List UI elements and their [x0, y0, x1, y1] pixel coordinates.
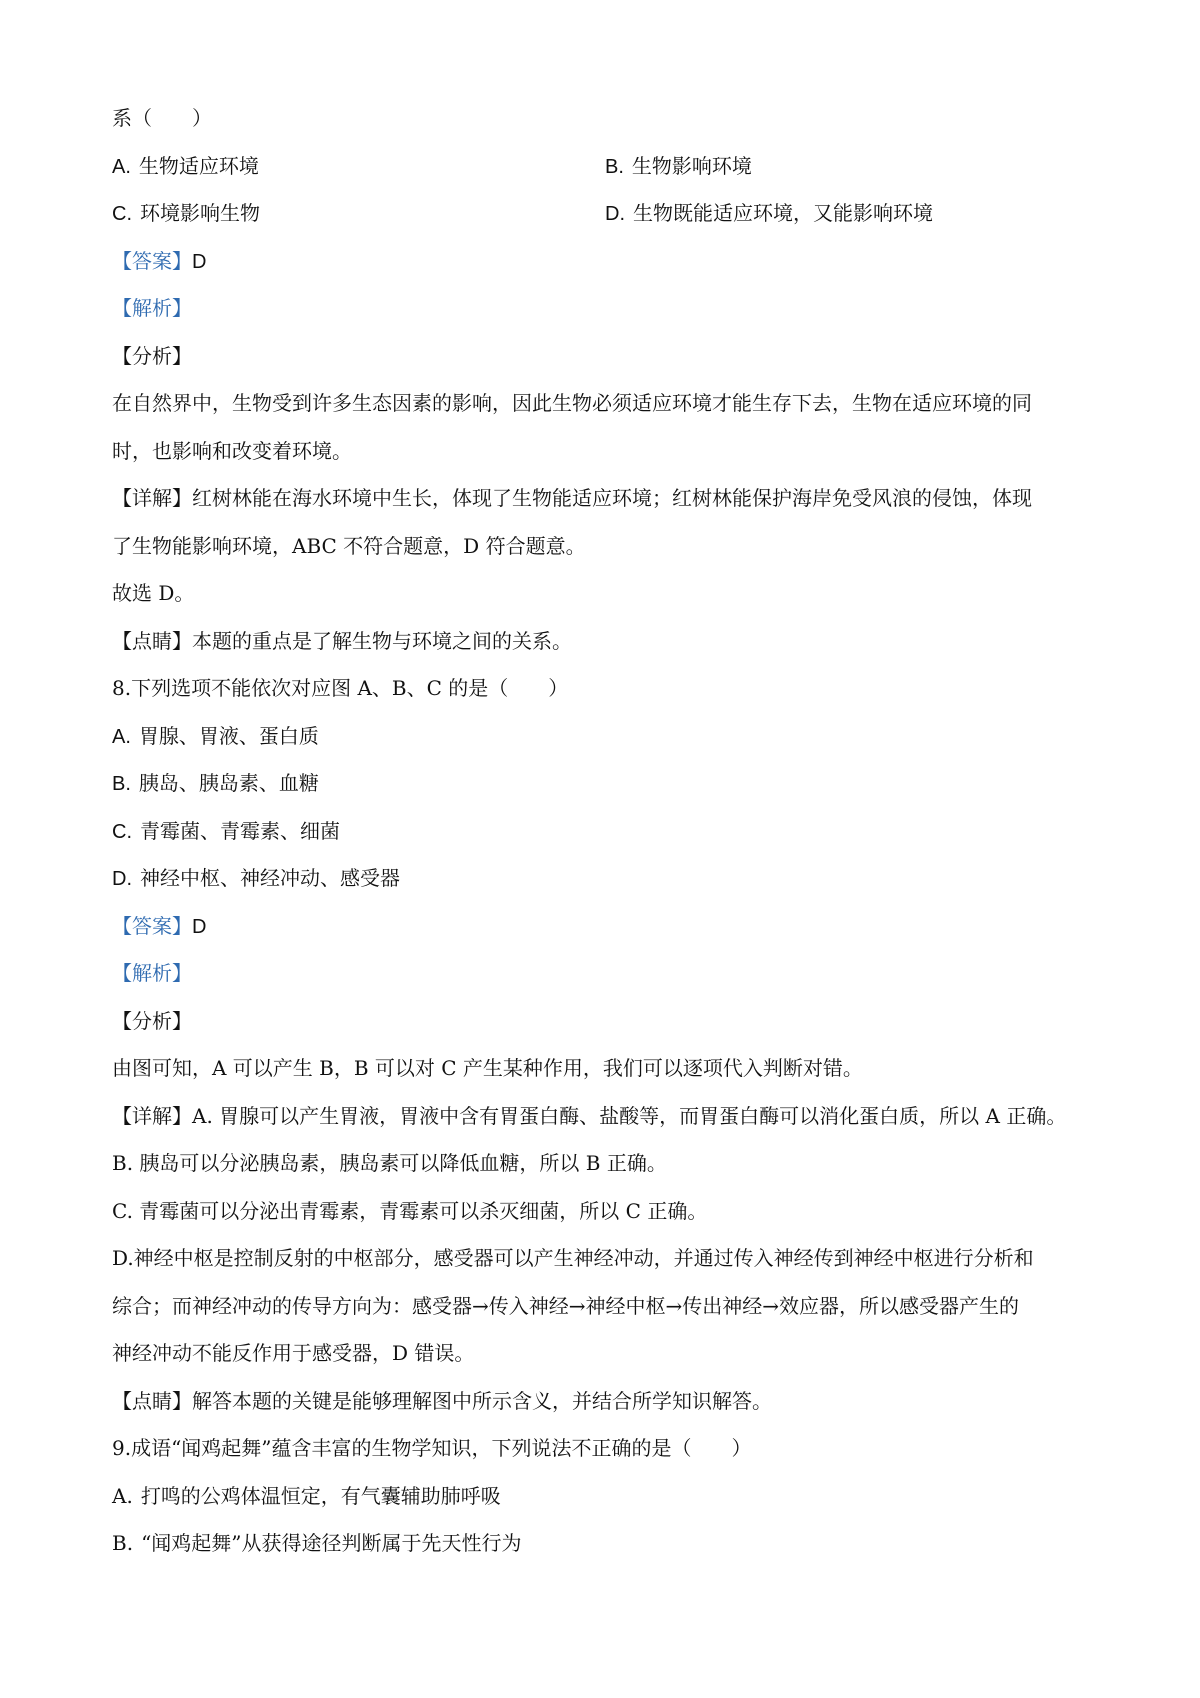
option-text: “闻鸡起舞”从获得途径判断属于先天性行为 — [141, 1531, 522, 1555]
answer-value: D — [192, 915, 207, 938]
q8-option-d — [112, 855, 1112, 903]
option-letter: A. — [112, 725, 131, 748]
option-letter: B. — [605, 155, 624, 178]
q8-xiangjie-line-4: D.神经中枢是控制反射的中枢部分，感受器可以产生神经冲动，并通过传入神经传到神经中枢进行分析和 — [112, 1246, 1034, 1270]
q8-dianjing — [112, 1378, 1112, 1426]
dianjing-text: 解答本题的关键是能够理解图中所示含义，并结合所学知识解答。 — [192, 1388, 772, 1413]
option-letter: C. — [112, 203, 132, 225]
option-letter: D. — [112, 868, 132, 890]
dianjing-label: 【点睛】 — [112, 628, 192, 653]
q8-stem: 8.下列选项不能依次对应图 A、B、C 的是（ ） — [112, 676, 569, 700]
q7-xiangjie-line-1 — [112, 475, 1112, 523]
q8-option-a — [112, 713, 1112, 761]
q7-option-b — [605, 143, 1098, 191]
q7-dianjing — [112, 618, 1112, 666]
q7-option-a — [112, 143, 605, 191]
option-text: 生物影响环境 — [631, 153, 752, 178]
option-letter: C. — [112, 820, 132, 843]
q7-fenxi-line-2: 时，也影响和改变着环境。 — [112, 438, 352, 463]
option-text: 生物既能适应环境，又能影响环境 — [633, 201, 933, 225]
option-text: 青霉菌、青霉素、细菌 — [140, 818, 340, 843]
dianjing-label: 【点睛】 — [112, 1388, 192, 1413]
xiangjie-label: 【详解】 — [112, 486, 192, 510]
option-text: 环境影响生物 — [140, 201, 260, 225]
q7-option-d — [605, 190, 1098, 238]
q7-fenxi-line-1: 在自然界中，生物受到许多生态因素的影响，因此生物必须适应环境才能生存下去，生物在适应环境的同 — [112, 391, 1032, 415]
xiangjie-label: 【详解】 — [112, 1103, 192, 1128]
q8-option-c — [112, 808, 1112, 856]
q8-answer — [112, 903, 1112, 951]
option-text: 胰岛、胰岛素、血糖 — [138, 771, 319, 795]
q8-fenxi-label: 【分析】 — [112, 1008, 192, 1033]
q8-fenxi-line: 由图可知，A 可以产生 B，B 可以对 C 产生某种作用，我们可以逐项代入判断对错。 — [112, 1056, 863, 1080]
q9-stem: 9.成语“闻鸡起舞”蕴含丰富的生物学知识，下列说法不正确的是（ ） — [112, 1436, 752, 1460]
option-text: 胃腺、胃液、蛋白质 — [138, 723, 319, 748]
option-text: 生物适应环境 — [138, 153, 259, 178]
q7-fenxi-label: 【分析】 — [112, 343, 192, 368]
q7-answer — [112, 238, 1112, 286]
option-letter: A. — [112, 155, 131, 178]
q8-jiexi-label: 【解析】 — [112, 961, 192, 985]
xiangjie-text: A. 胃腺可以产生胃液，胃液中含有胃蛋白酶、盐酸等，而胃蛋白酶可以消化蛋白质，所以 A 正确。 — [192, 1103, 1067, 1128]
q8-option-b — [112, 760, 1112, 808]
answer-value: D — [192, 250, 207, 273]
option-letter: B. — [112, 773, 131, 795]
xiangjie-text: 红树林能在海水环境中生长，体现了生物能适应环境；红树林能保护海岸免受风浪的侵蚀，体现 — [192, 486, 1032, 510]
option-text: 打鸣的公鸡体温恒定，有气囊辅助肺呼吸 — [140, 1483, 501, 1508]
option-letter: D. — [605, 203, 625, 225]
q7-guxuan: 故选 D。 — [112, 581, 195, 605]
answer-label: 【答案】 — [112, 248, 192, 273]
q9-option-b — [112, 1520, 1112, 1568]
q7-jiexi-label: 【解析】 — [112, 296, 192, 320]
q8-xiangjie-line-5: 综合；而神经冲动的传导方向为：感受器→传入神经→神经中枢→传出神经→效应器，所以感受器产生的 — [112, 1293, 1020, 1318]
q8-xiangjie-line-1 — [112, 1093, 1112, 1141]
q7-option-c — [112, 190, 605, 238]
document-page — [112, 95, 1112, 1568]
q8-xiangjie-line-2: B. 胰岛可以分泌胰岛素，胰岛素可以降低血糖，所以 B 正确。 — [112, 1151, 667, 1175]
q8-xiangjie-line-6: 神经冲动不能反作用于感受器，D 错误。 — [112, 1341, 475, 1365]
q8-xiangjie-line-3: C. 青霉菌可以分泌出青霉素，青霉素可以杀灭细菌，所以 C 正确。 — [112, 1198, 708, 1223]
answer-label: 【答案】 — [112, 913, 192, 938]
q9-option-a — [112, 1473, 1112, 1521]
q7-stem-tail: 系（ ） — [112, 106, 212, 130]
option-letter: B. — [112, 1531, 134, 1555]
dianjing-text: 本题的重点是了解生物与环境之间的关系。 — [192, 628, 572, 653]
q7-options-row-1 — [112, 143, 1112, 191]
q7-xiangjie-line-2: 了生物能影响环境，ABC 不符合题意，D 符合题意。 — [112, 533, 586, 558]
option-letter: A. — [112, 1483, 133, 1508]
q7-options-row-2 — [112, 190, 1112, 238]
option-text: 神经中枢、神经冲动、感受器 — [140, 866, 400, 890]
